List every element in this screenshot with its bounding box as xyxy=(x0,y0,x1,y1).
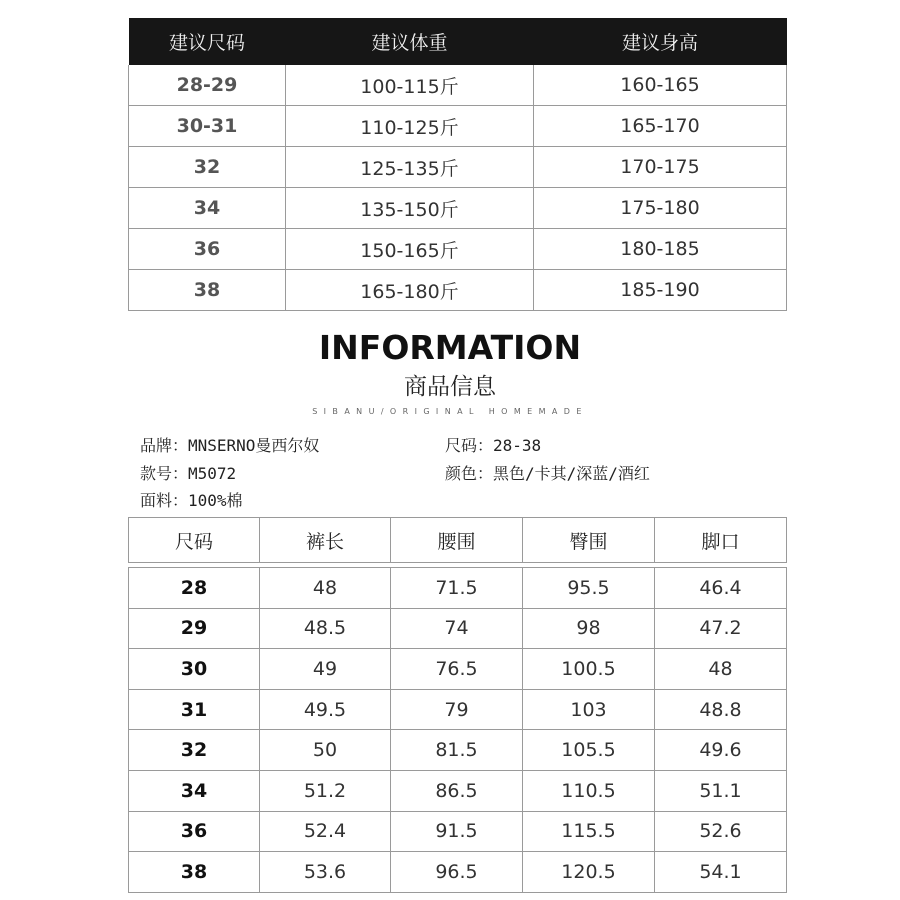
hip-cell: 103 xyxy=(523,689,655,730)
height-cell: 170-175 xyxy=(534,147,787,188)
header-hem: 脚口 xyxy=(655,518,787,563)
weight-cell: 150-165斤 xyxy=(286,229,534,270)
size-cell: 38 xyxy=(129,270,286,311)
hem-cell: 48 xyxy=(655,649,787,690)
table-row xyxy=(129,188,787,229)
table-row xyxy=(129,65,787,106)
hem-cell: 46.4 xyxy=(655,568,787,609)
length-cell: 50 xyxy=(260,730,391,771)
measurement-header-row xyxy=(129,518,787,563)
weight-cell: 165-180斤 xyxy=(286,270,534,311)
length-cell: 48.5 xyxy=(260,608,391,649)
size-cell: 29 xyxy=(129,608,260,649)
size-cell: 36 xyxy=(129,811,260,852)
information-title: INFORMATION xyxy=(318,328,582,367)
product-info-subtitle: 商品信息 xyxy=(404,374,496,400)
header-suggested-height: 建议身高 xyxy=(534,18,787,65)
fabric-label: 面料：100%棉 xyxy=(140,491,243,510)
hip-cell: 115.5 xyxy=(523,811,655,852)
length-cell: 51.2 xyxy=(260,770,391,811)
size-cell: 32 xyxy=(129,730,260,771)
table-row xyxy=(129,811,787,852)
brand-tagline: SIBANU/ORIGINAL HOMEMADE xyxy=(312,407,588,416)
table-row xyxy=(129,770,787,811)
hip-cell: 120.5 xyxy=(523,852,655,893)
hem-cell: 52.6 xyxy=(655,811,787,852)
waist-cell: 91.5 xyxy=(391,811,523,852)
waist-cell: 76.5 xyxy=(391,649,523,690)
height-cell: 180-185 xyxy=(534,229,787,270)
size-recommendation-table xyxy=(128,18,786,311)
header-hip: 臀围 xyxy=(523,518,655,563)
table-row xyxy=(129,147,787,188)
header-suggested-weight: 建议体重 xyxy=(286,18,534,65)
waist-cell: 79 xyxy=(391,689,523,730)
table-row xyxy=(129,270,787,311)
length-cell: 49.5 xyxy=(260,689,391,730)
waist-cell: 74 xyxy=(391,608,523,649)
hem-cell: 51.1 xyxy=(655,770,787,811)
table-row xyxy=(129,730,787,771)
size-cell: 32 xyxy=(129,147,286,188)
hip-cell: 98 xyxy=(523,608,655,649)
weight-cell: 110-125斤 xyxy=(286,106,534,147)
size-cell: 34 xyxy=(129,188,286,229)
table-row xyxy=(129,568,787,609)
table-row xyxy=(129,852,787,893)
table-row xyxy=(129,229,787,270)
weight-cell: 100-115斤 xyxy=(286,65,534,106)
length-cell: 53.6 xyxy=(260,852,391,893)
height-cell: 160-165 xyxy=(534,65,787,106)
measurement-table xyxy=(128,517,786,893)
size-cell: 30 xyxy=(129,649,260,690)
header-waist: 腰围 xyxy=(391,518,523,563)
waist-cell: 96.5 xyxy=(391,852,523,893)
brand-label: 品牌：MNSERNO曼西尔奴 xyxy=(140,436,320,455)
hem-cell: 47.2 xyxy=(655,608,787,649)
table-row xyxy=(129,689,787,730)
measurement-table-grid xyxy=(128,517,787,893)
hip-cell: 105.5 xyxy=(523,730,655,771)
height-cell: 175-180 xyxy=(534,188,787,229)
height-cell: 165-170 xyxy=(534,106,787,147)
waist-cell: 86.5 xyxy=(391,770,523,811)
length-cell: 52.4 xyxy=(260,811,391,852)
size-range-label: 尺码：28-38 xyxy=(445,436,542,455)
colors-label: 颜色：黑色/卡其/深蓝/酒红 xyxy=(445,464,650,483)
weight-cell: 125-135斤 xyxy=(286,147,534,188)
size-cell: 38 xyxy=(129,852,260,893)
table-row xyxy=(129,106,787,147)
size-cell: 36 xyxy=(129,229,286,270)
size-cell: 30-31 xyxy=(129,106,286,147)
header-size: 尺码 xyxy=(129,518,260,563)
hip-cell: 110.5 xyxy=(523,770,655,811)
style-number-label: 款号：M5072 xyxy=(140,464,237,483)
header-suggested-size: 建议尺码 xyxy=(129,18,286,65)
recommendation-header-row xyxy=(129,18,787,65)
length-cell: 49 xyxy=(260,649,391,690)
weight-cell: 135-150斤 xyxy=(286,188,534,229)
table-row xyxy=(129,649,787,690)
hip-cell: 95.5 xyxy=(523,568,655,609)
waist-cell: 81.5 xyxy=(391,730,523,771)
hem-cell: 48.8 xyxy=(655,689,787,730)
header-pants-length: 裤长 xyxy=(260,518,391,563)
waist-cell: 71.5 xyxy=(391,568,523,609)
length-cell: 48 xyxy=(260,568,391,609)
hem-cell: 54.1 xyxy=(655,852,787,893)
size-cell: 34 xyxy=(129,770,260,811)
table-row xyxy=(129,608,787,649)
hem-cell: 49.6 xyxy=(655,730,787,771)
hip-cell: 100.5 xyxy=(523,649,655,690)
recommendation-table-grid xyxy=(128,18,787,311)
size-cell: 28-29 xyxy=(129,65,286,106)
height-cell: 185-190 xyxy=(534,270,787,311)
size-cell: 28 xyxy=(129,568,260,609)
size-cell: 31 xyxy=(129,689,260,730)
